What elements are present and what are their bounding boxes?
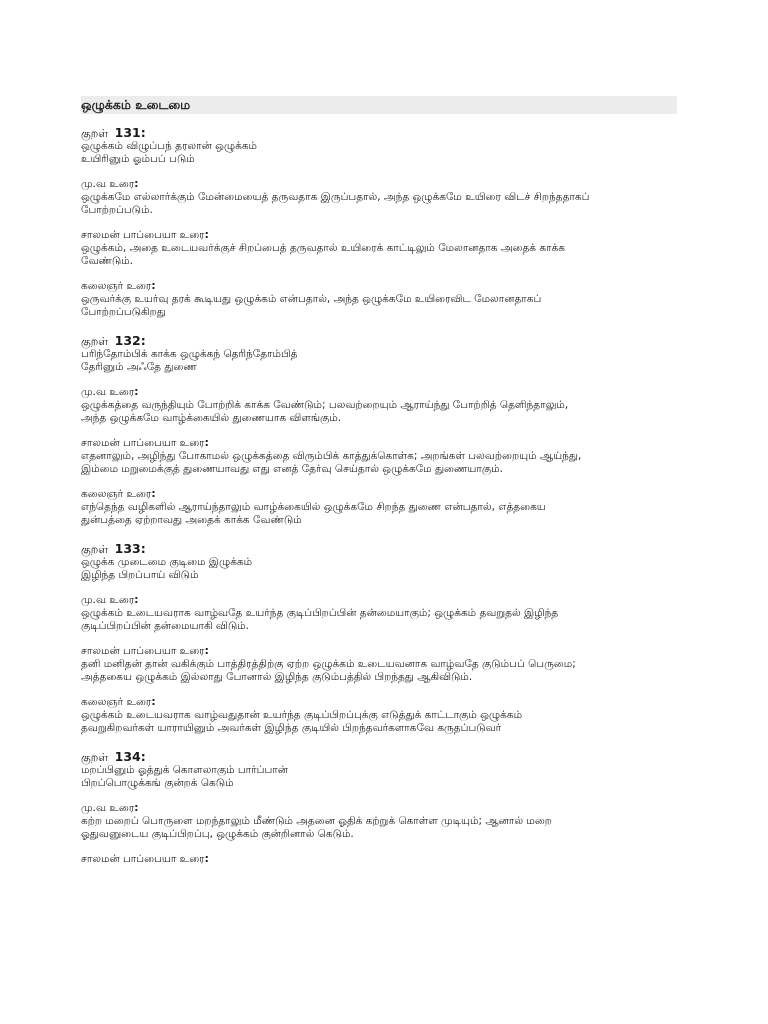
kural-number: 131: xyxy=(114,125,146,140)
kural-heading xyxy=(81,750,677,764)
commentary-author: கலைஞர் உரை: xyxy=(81,280,156,292)
commentary-line: எந்தெந்த வழிகளில் ஆராய்ந்தாலும் வாழ்க்கையில் ஒழுக்கமே சிறந்த துணை என்பதால், எத்தகைய xyxy=(81,501,546,513)
chapter-title: ஒழுக்கம் உடைமை xyxy=(81,96,677,114)
kural-number: 133: xyxy=(114,541,146,556)
kural-line: பிறப்பொழுக்கங் குன்றக் கெடும் xyxy=(81,777,234,789)
kural-heading xyxy=(81,542,677,556)
commentary-author: மு.வ உரை: xyxy=(81,802,139,814)
kural-word: குறள் xyxy=(81,751,109,764)
kural-131 xyxy=(81,126,677,330)
commentary-author: சாலமன் பாப்பையா உரை: xyxy=(81,645,209,657)
commentary-line: ஒழுக்கம் உடையவராக வாழ்வதுதான் உயர்ந்த குடிப்பிறப்புக்கு எடுத்துக் காட்டாகும் ஒழுக்கம் xyxy=(81,709,523,721)
commentary-line: எதனாலும், அழிந்து போகாமல் ஒழுக்கத்தை விரும்பிக் காத்துக்கொள்க; அறங்கள் பலவற்றையும் ஆய்ந்து, xyxy=(81,450,582,462)
commentary-line: ஒழுக்கத்தை வருந்தியும் போற்றிக் காக்க வேண்டும்; பலவற்றையும் ஆராய்ந்து போற்றித் தெளிந்தாலும், xyxy=(81,399,569,411)
kural-heading xyxy=(81,126,677,140)
commentary-author: கலைஞர் உரை: xyxy=(81,488,156,500)
commentary-line: கற்ற மறைப் பொருளை மறந்தாலும் மீண்டும் அதனை ஓதிக் கற்றுக் கொள்ள முடியும்; ஆனால் மறை xyxy=(81,815,552,827)
kural-number: 132: xyxy=(114,333,146,348)
kural-number: 134: xyxy=(114,749,146,764)
commentary-line: ஓதுவனுடைய குடிப்பிறப்பு, ஒழுக்கம் குன்றினால் கெடும். xyxy=(81,828,354,840)
kural-word: குறள் xyxy=(81,335,109,348)
commentary-line: ஒழுக்கமே எல்லார்க்கும் மேன்மையைத் தருவதாக இருப்பதால், அந்த ஒழுக்கமே உயிரை விடச் சிறந்ததாகப் xyxy=(81,191,590,203)
commentary-line: ஒழுக்கம் உடையவராக வாழ்வதே உயர்ந்த குடிப்பிறப்பின் தன்மையாகும்; ஒழுக்கம் தவறுதல் இழிந்த xyxy=(81,607,559,619)
commentary-line: அத்தகைய ஒழுக்கம் இல்லாது போனால் இழிந்த குடும்பத்தில் பிறந்தது ஆகிவிடும். xyxy=(81,671,473,683)
commentary-author: சாலமன் பாப்பையா உரை: xyxy=(81,229,209,241)
kural-line: இழிந்த பிறப்பாய் விடும் xyxy=(81,569,199,581)
kural-heading xyxy=(81,334,677,348)
kural-line: பரிந்தோம்பிக் காக்க ஒழுக்கந் தெரிந்தோம்பித் xyxy=(81,348,298,360)
commentary-author: மு.வ உரை: xyxy=(81,178,139,190)
commentary-line: துன்பத்தை ஏற்றாவது அதைக் காக்க வேண்டும் xyxy=(81,514,302,526)
commentary-line: தனி மனிதன் தான் வகிக்கும் பாத்திரத்திற்கு ஏற்ற ஒழுக்கம் உடையவனாக வாழ்வதே குடும்பப் பெருமை; xyxy=(81,658,576,670)
kural-line: ஒழுக்க முடைமை குடிமை இழுக்கம் xyxy=(81,556,253,568)
kural-134 xyxy=(81,750,677,866)
commentary-line: போற்றப்படும். xyxy=(81,204,153,216)
commentary-line: தவறுகிறவர்கள் யாராயினும் அவர்கள் இழிந்த குடியில் பிறந்தவர்களாகவே கருதப்படுவர் xyxy=(81,722,502,734)
document-page xyxy=(81,96,677,866)
commentary-line: ஒருவர்க்கு உயர்வு தரக் கூடியது ஒழுக்கம் என்பதால், அந்த ஒழுக்கமே உயிரைவிட மேலானதாகப் xyxy=(81,293,542,305)
commentary-line: அந்த ஒழுக்கமே வாழ்க்கையில் துணையாக விளங்கும். xyxy=(81,412,342,424)
kural-line: உயிரினும் ஓம்பப் படும் xyxy=(81,153,195,165)
commentary-author: சாலமன் பாப்பையா உரை: xyxy=(81,853,209,865)
commentary-author: சாலமன் பாப்பையா உரை: xyxy=(81,437,209,449)
commentary-author: கலைஞர் உரை: xyxy=(81,696,156,708)
kural-line: தேரினும் அஃதே துணை xyxy=(81,361,197,373)
kural-line: ஒழுக்கம் விழுப்பந் தரலான் ஒழுக்கம் xyxy=(81,140,257,152)
commentary-line: இம்மை மறுமைக்குத் துணையாவது எது எனத் தேர்வு செய்தால் ஒழுக்கமே துணையாகும். xyxy=(81,463,503,475)
kural-word: குறள் xyxy=(81,127,109,140)
commentary-line: குடிப்பிறப்பின் தன்மையாகி விடும். xyxy=(81,620,250,632)
kural-133 xyxy=(81,542,677,746)
kural-word: குறள் xyxy=(81,543,109,556)
kural-132 xyxy=(81,334,677,538)
kural-line: மறப்பினும் ஓத்துக் கொளலாகும் பார்ப்பான் xyxy=(81,764,288,776)
commentary-author: மு.வ உரை: xyxy=(81,594,139,606)
commentary-line: போற்றப்படுகிறது xyxy=(81,306,166,318)
commentary-line: ஒழுக்கம், அதை உடையவர்க்குச் சிறப்பைத் தருவதால் உயிரைக் காட்டிலும் மேலானதாக அதைக் காக்க xyxy=(81,242,565,254)
commentary-author: மு.வ உரை: xyxy=(81,386,139,398)
commentary-line: வேண்டும். xyxy=(81,255,134,267)
